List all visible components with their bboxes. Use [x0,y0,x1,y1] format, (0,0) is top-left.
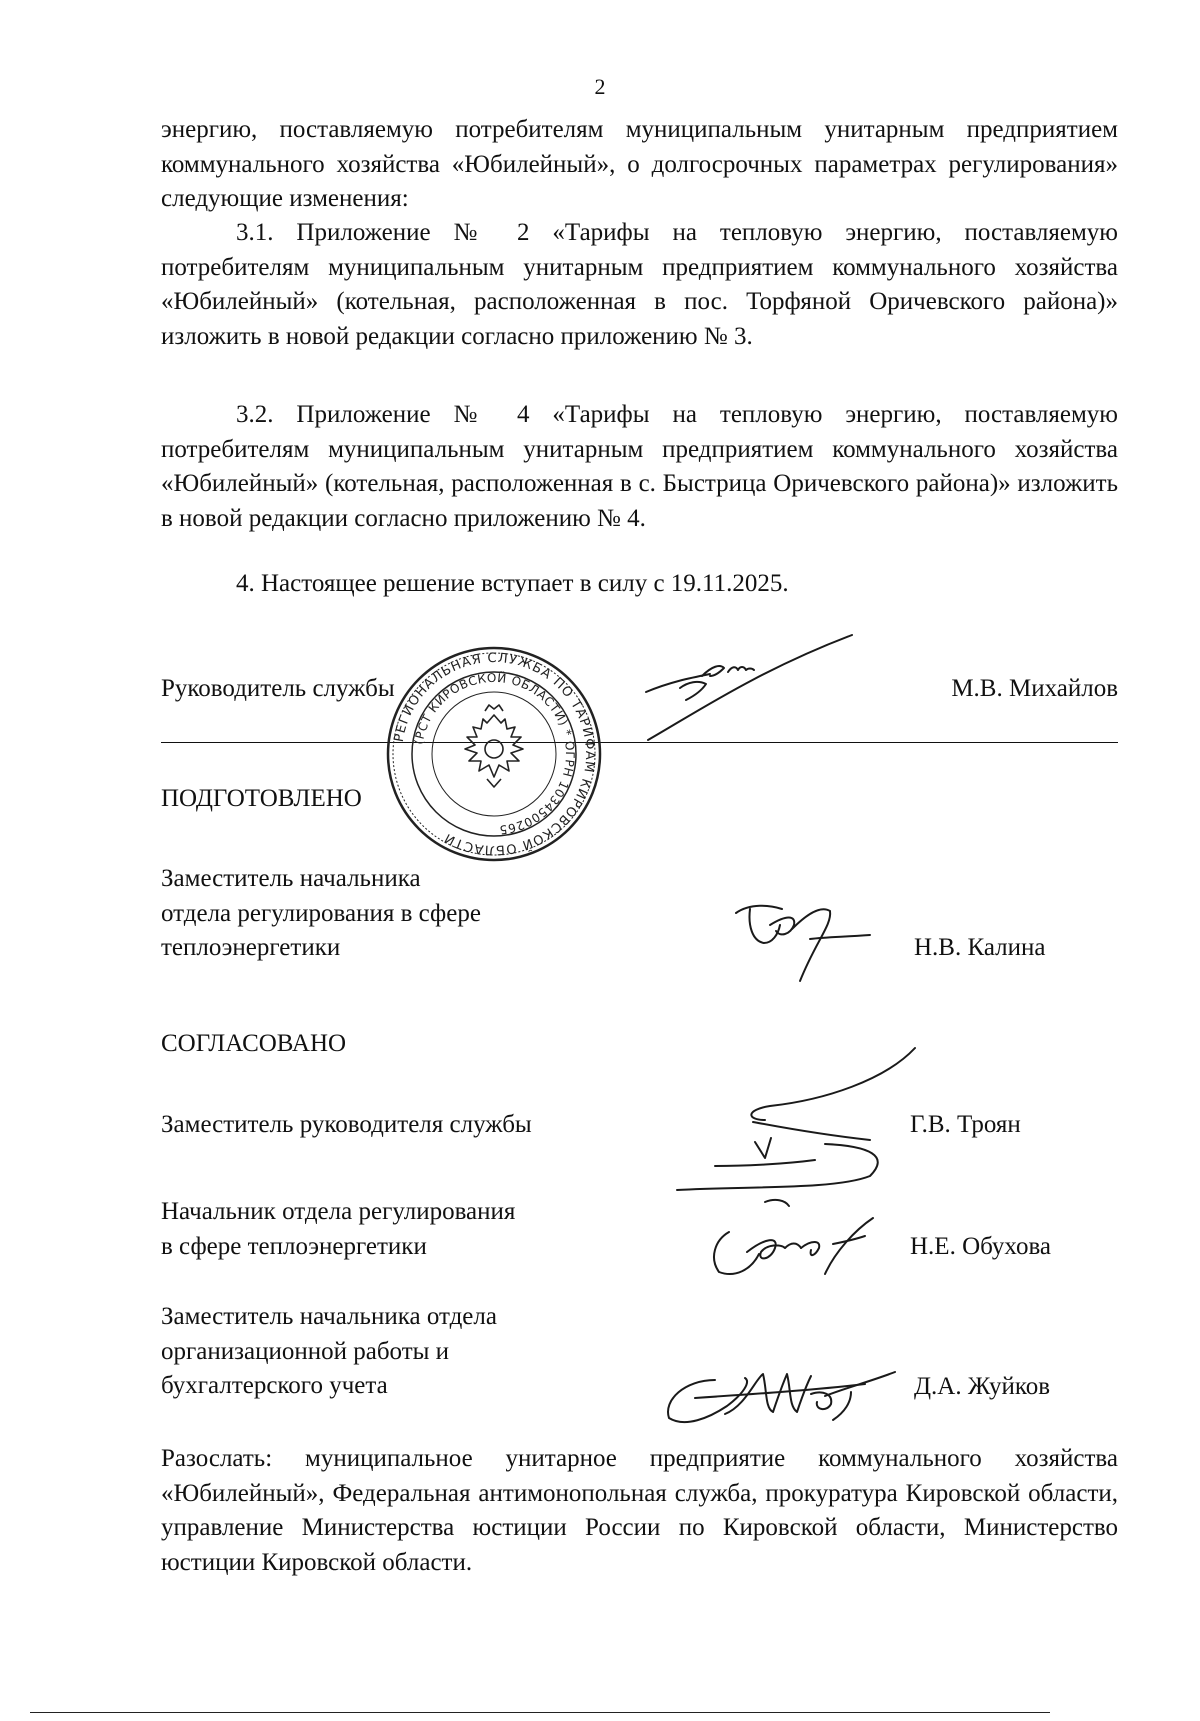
agreed-entry-2-signature [705,1192,880,1282]
agreed-heading: СОГЛАСОВАНО [161,1030,347,1057]
paragraph-3-1: 3.1. Приложение № 2 «Тарифы на тепловую энергию, поставляемую потребителям муниципальным унитарным предприятием коммунального хозяйства «Юбилейный» (котельная, расположенная в пос. Торфяной Оричевского района)» изложить в новой редакции согласно приложению № 3. [161,219,1118,350]
page-number: 2 [594,74,606,99]
agreed-entry-3-signature [655,1350,900,1430]
head-name: М.В. Михайлов [951,675,1118,702]
head-signature [640,630,855,750]
agreed-position-line: Заместитель начальника отдела [161,1303,497,1330]
agreed-entry-1-position [161,1108,532,1143]
agreed-entry-2-name: Н.Е. Обухова [910,1233,1052,1260]
prepared-position-line: Заместитель начальника [161,865,421,892]
paragraph-continuation: энергию, поставляемую потребителям муниципальным унитарным предприятием коммунального хозяйства «Юбилейный», о долгосрочных параметрах регулирования» следующие изменения: [161,116,1118,212]
prepared-position-line: теплоэнергетики [161,934,341,961]
agreed-position-line: Заместитель руководителя службы [161,1111,532,1138]
agreed-entry-1-name: Г.В. Троян [910,1111,1021,1138]
agreed-position-line: бухгалтерского учета [161,1372,388,1399]
distribution-list: Разослать: муниципальное унитарное предприятие коммунального хозяйства «Юбилейный», Федеральная антимонопольная служба, прокуратура Кировской области, управление Министерства юстиции России по Кировской области, Министерство юстиции Кировской области. [161,1445,1118,1576]
prepared-position [161,862,481,966]
agreed-entry-2-position [161,1195,515,1264]
prepared-heading: ПОДГОТОВЛЕНО [161,785,362,812]
coat-of-arms-icon [465,705,523,787]
head-position: Руководитель службы [161,675,395,702]
agreed-position-line: Начальник отдела регулирования [161,1198,516,1225]
bottom-rule [30,1712,1050,1713]
agreed-entry-3-name: Д.А. Жуйков [914,1373,1051,1400]
paragraph-3-2: 3.2. Приложение № 4 «Тарифы на тепловую энергию, поставляемую потребителям муниципальным унитарным предприятием коммунального хозяйства «Юбилейный» (котельная, расположенная в с. Быстрица Оричевского района)» изложить в новой редакции согласно приложению № 4. [161,401,1118,532]
prepared-name: Н.В. Калина [914,934,1046,961]
agreed-position-line: организационной работы и [161,1337,450,1365]
head-rule [161,742,1118,743]
seal-outer-text: РЕГИОНАЛЬНАЯ СЛУЖБА ПО ТАРИФАМ КИРОВСКОЙ ОБЛАСТИ [391,650,598,858]
agreed-position-line: в сфере теплоэнергетики [161,1232,427,1260]
prepared-signature [730,895,880,985]
agreed-entry-1-signature [665,1040,930,1200]
prepared-position-line: отдела регулирования в сфере [161,899,481,927]
official-seal [385,645,603,863]
paragraph-4: 4. Настоящее решение вступает в силу с 19.11.2025. [236,570,789,597]
agreed-entry-3-position [161,1300,497,1404]
seal-inner-text: (РСТ КИРОВСКОЙ ОБЛАСТИ) * ОГРН 1034500265 [411,670,578,837]
